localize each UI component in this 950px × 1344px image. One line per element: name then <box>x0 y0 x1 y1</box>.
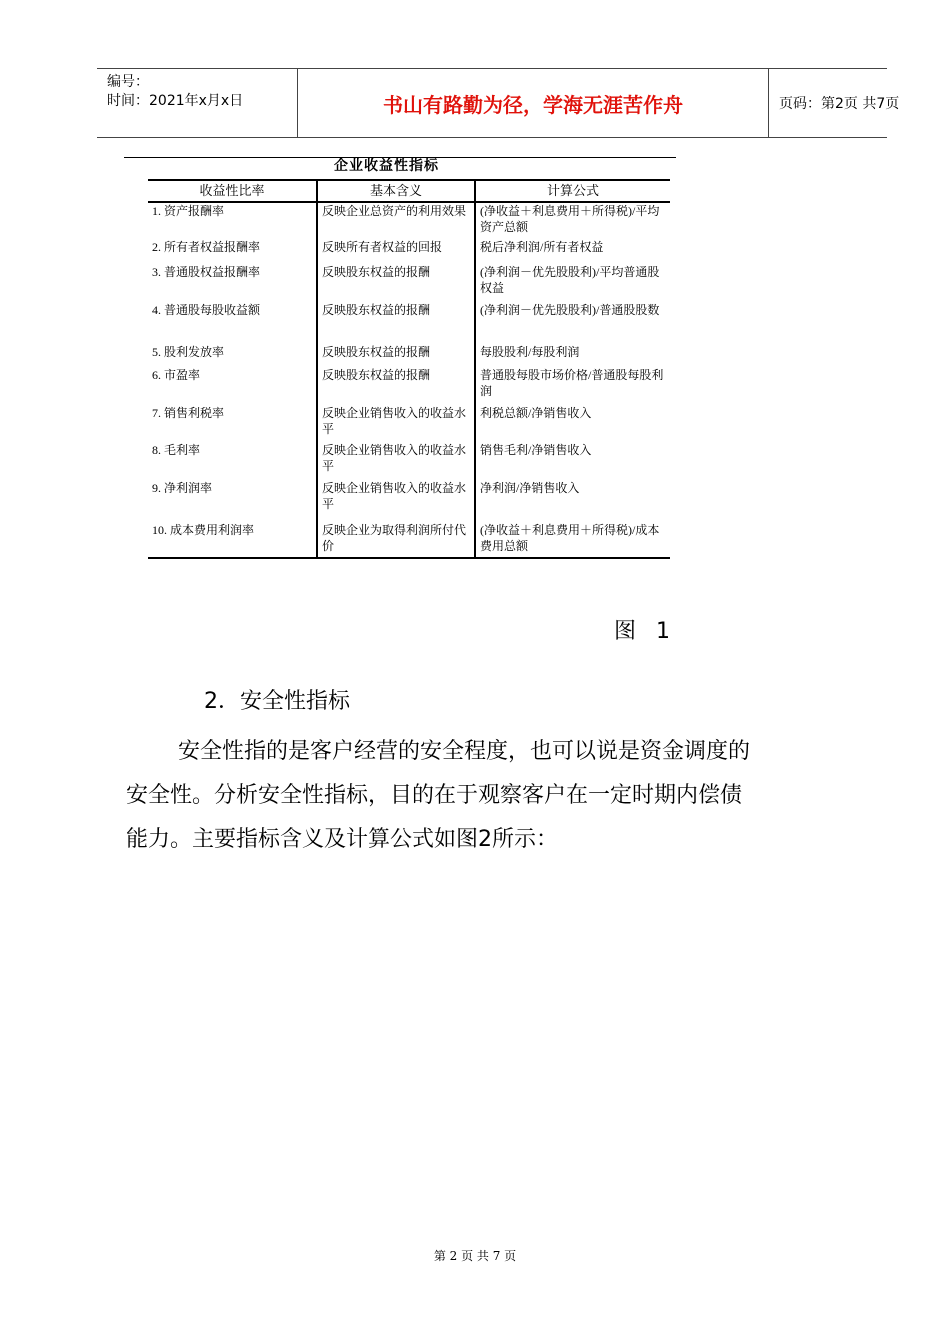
paragraph-line: 能力。主要指标含义及计算公式如图2所示： <box>126 827 558 852</box>
table-row <box>148 344 670 367</box>
ratio-meaning: 反映企业销售收入的收益水平 <box>317 480 475 522</box>
ratio-formula: (净收益＋利息费用＋所得税)/成本费用总额 <box>475 522 670 558</box>
ratio-meaning: 反映股东权益的报酬 <box>317 344 475 367</box>
ratio-formula: 税后净利润/所有者权益 <box>475 239 670 264</box>
table-row <box>148 480 670 522</box>
ratio-name: 7. 销售利税率 <box>152 406 225 420</box>
header-meta <box>97 69 297 137</box>
column-header-formula: 计算公式 <box>475 180 670 202</box>
page-footer: 第 2 页 共 7 页 <box>433 1249 517 1263</box>
ratio-meaning: 反映股东权益的报酬 <box>317 264 475 302</box>
ratio-meaning: 反映企业总资产的利用效果 <box>317 202 475 239</box>
table-row <box>148 239 670 264</box>
table-row <box>148 522 670 558</box>
ratio-formula: 销售毛利/净销售收入 <box>475 442 670 480</box>
paragraph-line: 安全性。分析安全性指标，目的在于观察客户在一定时期内偿债 <box>126 783 743 808</box>
column-header-ratio: 收益性比率 <box>148 180 317 202</box>
ratio-meaning: 反映股东权益的报酬 <box>317 367 475 405</box>
ratio-meaning: 反映企业销售收入的收益水平 <box>317 405 475 442</box>
ratio-formula: (净利润－优先股股利)/平均普通股权益 <box>475 264 670 302</box>
ratio-formula: 净利润/净销售收入 <box>475 480 670 522</box>
paragraph-line: 安全性指的是客户经营的安全程度，也可以说是资金调度的 <box>178 739 751 764</box>
table-row <box>148 264 670 302</box>
table-header-row <box>148 180 670 202</box>
figure-title: 企业收益性指标 <box>334 158 439 174</box>
table-row <box>148 405 670 442</box>
ratio-formula: (净收益＋利息费用＋所得税)/平均资产总额 <box>475 202 670 239</box>
ratio-name: 1. 资产报酬率 <box>152 204 225 218</box>
profitability-table <box>148 179 670 559</box>
document-number-label: 编号： <box>107 74 149 90</box>
header-page-label: 页码：第2页 共7页 <box>779 96 900 112</box>
table-row <box>148 442 670 480</box>
ratio-meaning: 反映企业为取得利润所付代价 <box>317 522 475 558</box>
ratio-name: 4. 普通股每股收益额 <box>152 303 261 317</box>
section-paragraph <box>126 730 846 862</box>
caption-number: 1 <box>656 619 673 644</box>
table-row <box>148 302 670 344</box>
ratio-formula: 普通股每股市场价格/普通股每股利润 <box>475 367 670 405</box>
table-row <box>148 367 670 405</box>
ratio-formula: (净利润－优先股股利)/普通股股数 <box>475 302 670 344</box>
table-row <box>148 202 670 239</box>
ratio-meaning: 反映企业销售收入的收益水平 <box>317 442 475 480</box>
ratio-name: 5. 股利发放率 <box>152 345 225 359</box>
ratio-meaning: 反映股东权益的报酬 <box>317 302 475 344</box>
ratio-name: 6. 市盈率 <box>152 368 201 382</box>
header-motto: 书山有路勤为径，学海无涯苦作舟 <box>297 69 769 137</box>
ratio-formula: 每股股利/每股利润 <box>475 344 670 367</box>
section-heading: 2．安全性指标 <box>204 689 350 714</box>
ratio-meaning: 反映所有者权益的回报 <box>317 239 475 264</box>
ratio-name: 3. 普通股权益报酬率 <box>152 265 261 279</box>
caption-word: 图 <box>614 619 639 644</box>
ratio-formula: 利税总额/净销售收入 <box>475 405 670 442</box>
figure-caption <box>614 614 672 645</box>
document-time-label: 时间：2021年x月x日 <box>107 93 244 109</box>
ratio-name: 8. 毛利率 <box>152 443 201 457</box>
ratio-name: 2. 所有者权益报酬率 <box>152 240 261 254</box>
ratio-name: 10. 成本费用利润率 <box>148 522 317 558</box>
ratio-name: 9. 净利润率 <box>152 481 213 495</box>
column-header-meaning: 基本含义 <box>317 180 475 202</box>
page-header <box>97 68 900 138</box>
